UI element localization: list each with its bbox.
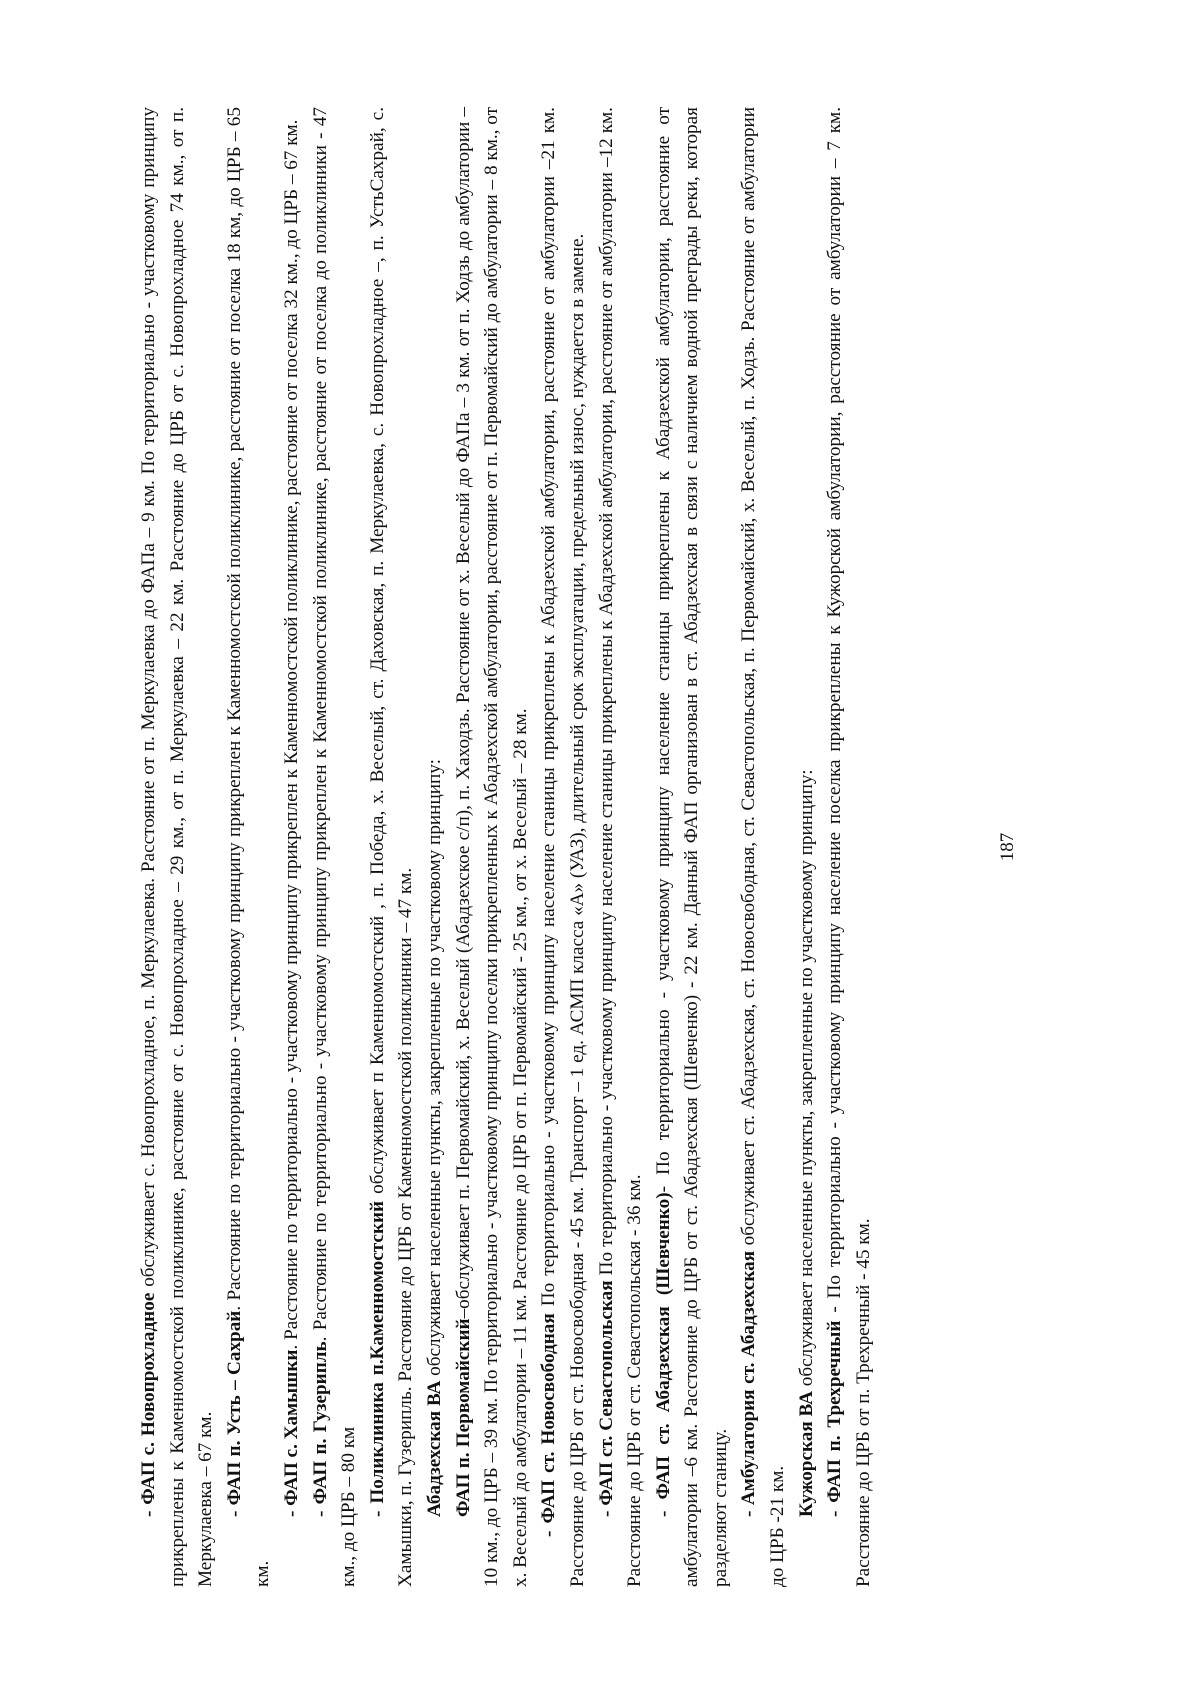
- paragraph-fap-abadzehskaya-shevchenko: [650, 107, 736, 1587]
- paragraph-body: –обслуживает п. Первомайский, х. Веселый (Абадзехское с/п), п. Хаходзь. Расстояние от х. Веселый до ФАПа – 3 км. от п. Ходзь до амбулатории – 10 км., до ЦРБ – 39 км. По территориально - участковому принципу поселки прикрепленных к Абадзехской амбулатории, расстояние от п. Первомайский до амбулатории – 8 км., от х. Веселый до амбулатории – 11 км. Расстояние до ЦРБ от п. Первомайский - 25 км., от х. Веселый – 28 км.: [452, 107, 531, 1587]
- paragraph-fap-ust-sahray: [221, 107, 278, 1587]
- page-number: 187: [997, 832, 1018, 862]
- paragraph-body: обслуживает п Каменномостский , п. Победа, х. Веселый, ст. Даховская, п. Меркулаевка, с. Новопрохладное –, п. УстьСахрай, с. Хамышки, п. Гузерипль. Расстояние до ЦРБ от Каменномостской поликлиники – 47 км.: [366, 107, 417, 1587]
- paragraph-lead: Кужорская ВА: [795, 1391, 817, 1517]
- paragraph-fap-hamyshki: [278, 107, 307, 1587]
- paragraph-lead: ФАП п. Первомайский: [452, 1318, 474, 1517]
- paragraph-body: обслуживает населенные пункты, закрепленные по участковому принципу:: [423, 759, 445, 1381]
- paragraph-body: - По территориально - участковому принципу население поселка прикреплены к Кужорской амбулатории, расстояние от амбулатории – 7 км. Расстояние до ЦРБ от п. Трехречный - 45 км.: [824, 107, 874, 1587]
- paragraph-lead: - ФАП с. Хамышки: [280, 1349, 302, 1517]
- paragraph-body: обслуживает населенные пункты, закрепленные по участковому принципу:: [795, 769, 817, 1392]
- paragraph-lead: - Амбулатория ст. Абадзехская: [738, 1250, 760, 1517]
- document-body: [135, 107, 975, 1587]
- paragraph-abadzehskaya-va: [421, 107, 450, 1587]
- paragraph-lead: - ФАП ст. Абадзехская (Шевченко): [652, 1192, 674, 1517]
- paragraph-fap-trehrechny: [821, 107, 878, 1587]
- paragraph-lead: - ФАП ст. Новосвободная: [538, 1313, 560, 1537]
- paragraph-lead: - ФАП с. Новопрохладное: [138, 1292, 159, 1517]
- paragraph-lead: Абадзехская ВА: [423, 1380, 445, 1517]
- paragraph-fap-novosvobodnaya: [535, 107, 592, 1587]
- paragraph-body: - По территориально - участковому принципу население станицы прикреплены к Абадзехской амбулатории, расстояние от амбулатории –6 км. Расстояние до ЦРБ от ст. Абадзехская (Шевченко) - 22 км. Данный ФАП организован в ст. Абадзехская в связи с наличием водной преграды реки, которая разделяют станицу.: [652, 107, 731, 1587]
- paragraph-body: обслуживает с. Новопрохладное, п. Меркулаевка. Расстояние от п. Меркулаевка до ФАПа – 9 км. По территориально - участковому принципу прикреплены к Каменномостской поликлинике, расстояние от с. Новопрохладное – 29 км., от п. Меркулаевка – 22 км. Расстояние до ЦРБ от с. Новопрохладное 74 км., от п. Меркулаевка – 67 км.: [138, 106, 217, 1587]
- paragraph-fap-pervomaisky: [450, 107, 536, 1587]
- paragraph-body: обслуживает ст. Абадзехская, ст. Новосвободная, ст. Севастопольская, п. Первомайский, х. Веселый, п. Ходзь. Расстояние от амбулатории до ЦРБ -21 км.: [738, 107, 789, 1587]
- paragraph-body: . Расстояние по территориально - участковому принципу прикреплен к Каменномостской поликлинике, расстояние от поселка 32 км., до ЦРБ – 67 км.: [280, 119, 302, 1350]
- paragraph-lead: - ФАП ст. Севастопольская: [595, 1280, 617, 1517]
- paragraph-poliklinika-kamennomostsky: [364, 107, 421, 1587]
- paragraph-lead: - ФАП п. Гузерипль: [309, 1341, 331, 1517]
- rotated-page: [135, 107, 1065, 1587]
- paragraph-kuzhorskaya-va: [793, 107, 822, 1587]
- paragraph-fap-novoprohladnoe: [135, 107, 221, 1587]
- paragraph-fap-guzeripl: [307, 107, 364, 1587]
- paragraph-body: По территориально - участковому принципу население станицы прикреплены к Абадзехской амбулатории, расстояние от амбулатории –21 км. Расстояние до ЦРБ от ст. Новосвободная - 45 км. Транспорт – 1 ед. АСМП класса «А» (УАЗ), длительный срок эксплуатации, предельный износ, нуждается в замене.: [538, 107, 588, 1587]
- paragraph-body: . Расстояние по территориально - участковому принципу прикреплен к Каменномостской поликлинике, расстояние от поселка 18 км, до ЦРБ – 65 км.: [223, 107, 274, 1587]
- paragraph-lead: - Поликлиника п.Каменномостский: [366, 1200, 388, 1517]
- paragraph-lead: - ФАП п. Усть – Сахрай: [223, 1310, 245, 1517]
- paragraph-fap-sevastopolskaya: [593, 107, 650, 1587]
- paragraph-ambulatoriya-abadzehskaya: [735, 107, 792, 1587]
- paragraph-body: . Расстояние по территориально - участковому принципу прикреплен к Каменномостской поликлинике, расстояние от поселка до поликлиники - 47 км., до ЦРБ – 80 км: [309, 106, 360, 1587]
- paragraph-lead: - ФАП п. Трехречный: [824, 1320, 846, 1517]
- paragraph-body: По территориально - участковому принципу население станицы прикреплены к Абадзехской амбулатории, расстояние от амбулатории –12 км. Расстояние до ЦРБ от ст. Севастопольская - 36 км.: [595, 107, 646, 1587]
